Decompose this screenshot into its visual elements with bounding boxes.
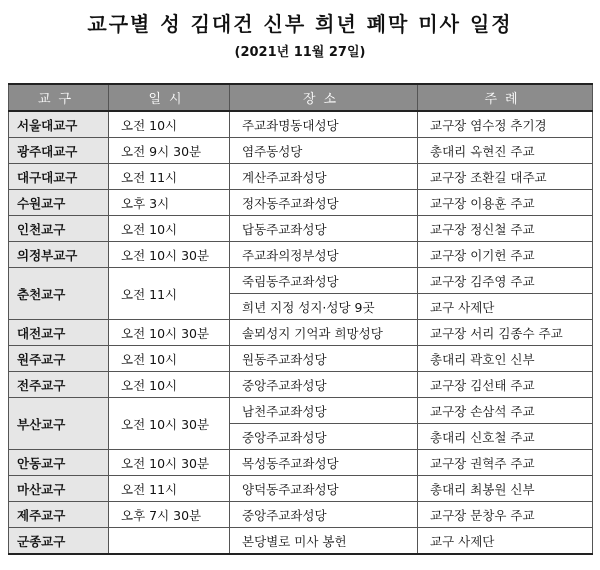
table-header-row: [9, 84, 593, 111]
diocese-cell: 부산교구: [9, 398, 109, 450]
time-cell: 오전 10시: [109, 111, 230, 138]
celebrant-cell: 교구장 서리 김종수 주교: [418, 320, 593, 346]
time-cell: 오전 10시: [109, 346, 230, 372]
table-row: [9, 528, 593, 555]
place-cell: 정자동주교좌성당: [230, 190, 418, 216]
celebrant-cell: 교구장 이기헌 주교: [418, 242, 593, 268]
time-cell: 오전 10시 30분: [109, 398, 230, 450]
time-cell: 오후 7시 30분: [109, 502, 230, 528]
place-cell: 답동주교좌성당: [230, 216, 418, 242]
mass-schedule-table: [8, 83, 593, 555]
place-cell: 솔뫼성지 기억과 희망성당: [230, 320, 418, 346]
diocese-cell: 춘천교구: [9, 268, 109, 320]
place-cell: 희년 지정 성지·성당 9곳: [230, 294, 418, 320]
time-cell: 오후 3시: [109, 190, 230, 216]
celebrant-cell: 총대리 신호철 주교: [418, 424, 593, 450]
place-cell: 계산주교좌성당: [230, 164, 418, 190]
time-cell: 오전 10시 30분: [109, 320, 230, 346]
place-cell: 주교좌의정부성당: [230, 242, 418, 268]
diocese-cell: 수원교구: [9, 190, 109, 216]
diocese-cell: 군종교구: [9, 528, 109, 555]
celebrant-cell: 총대리 최봉원 신부: [418, 476, 593, 502]
celebrant-cell: 교구장 염수정 추기경: [418, 111, 593, 138]
place-cell: 원동주교좌성당: [230, 346, 418, 372]
table-row: [9, 346, 593, 372]
time-cell: [109, 528, 230, 555]
celebrant-cell: 교구 사제단: [418, 528, 593, 555]
celebrant-cell: 교구장 김주영 주교: [418, 268, 593, 294]
celebrant-cell: 교구장 김선태 주교: [418, 372, 593, 398]
place-cell: 양덕동주교좌성당: [230, 476, 418, 502]
celebrant-cell: 교구장 손삼석 주교: [418, 398, 593, 424]
place-cell: 남천주교좌성당: [230, 398, 418, 424]
place-cell: 죽림동주교좌성당: [230, 268, 418, 294]
celebrant-cell: 교구장 정신철 주교: [418, 216, 593, 242]
table-row: [9, 111, 593, 138]
time-cell: 오전 10시: [109, 372, 230, 398]
celebrant-cell: 교구장 조환길 대주교: [418, 164, 593, 190]
place-cell: 목성동주교좌성당: [230, 450, 418, 476]
celebrant-cell: 총대리 옥현진 주교: [418, 138, 593, 164]
table-row: [9, 476, 593, 502]
place-cell: 본당별로 미사 봉헌: [230, 528, 418, 555]
header-celebrant: 주례: [418, 84, 593, 111]
diocese-cell: 마산교구: [9, 476, 109, 502]
diocese-cell: 원주교구: [9, 346, 109, 372]
time-cell: 오전 11시: [109, 164, 230, 190]
celebrant-cell: 교구장 이용훈 주교: [418, 190, 593, 216]
header-diocese: 교구: [9, 84, 109, 111]
header-place: 장소: [230, 84, 418, 111]
time-cell: 오전 10시 30분: [109, 450, 230, 476]
table-row: [9, 138, 593, 164]
table-row: [9, 502, 593, 528]
place-cell: 염주동성당: [230, 138, 418, 164]
diocese-cell: 의정부교구: [9, 242, 109, 268]
diocese-cell: 전주교구: [9, 372, 109, 398]
diocese-cell: 안동교구: [9, 450, 109, 476]
celebrant-cell: 교구장 권혁주 주교: [418, 450, 593, 476]
time-cell: 오전 11시: [109, 268, 230, 320]
diocese-cell: 인천교구: [9, 216, 109, 242]
document-date: (2021년 11월 27일): [234, 45, 366, 60]
time-cell: 오전 9시 30분: [109, 138, 230, 164]
time-cell: 오전 10시: [109, 216, 230, 242]
place-cell: 주교좌명동대성당: [230, 111, 418, 138]
table-row: [9, 450, 593, 476]
table-row: [9, 242, 593, 268]
celebrant-cell: 교구장 문창우 주교: [418, 502, 593, 528]
celebrant-cell: 교구 사제단: [418, 294, 593, 320]
time-cell: 오전 10시 30분: [109, 242, 230, 268]
table-row: [9, 216, 593, 242]
table-row: [9, 190, 593, 216]
place-cell: 중앙주교좌성당: [230, 502, 418, 528]
table-row: [9, 398, 593, 424]
diocese-cell: 제주교구: [9, 502, 109, 528]
table-row: [9, 372, 593, 398]
header-datetime: 일시: [109, 84, 230, 111]
table-row: [9, 320, 593, 346]
table-row: [9, 164, 593, 190]
table-row: [9, 268, 593, 294]
time-cell: 오전 11시: [109, 476, 230, 502]
place-cell: 중앙주교좌성당: [230, 424, 418, 450]
diocese-cell: 광주대교구: [9, 138, 109, 164]
diocese-cell: 대전교구: [9, 320, 109, 346]
document-title: 교구별 성 김대건 신부 희년 폐막 미사 일정: [87, 12, 513, 36]
diocese-cell: 서울대교구: [9, 111, 109, 138]
diocese-cell: 대구대교구: [9, 164, 109, 190]
place-cell: 중앙주교좌성당: [230, 372, 418, 398]
celebrant-cell: 총대리 곽호인 신부: [418, 346, 593, 372]
